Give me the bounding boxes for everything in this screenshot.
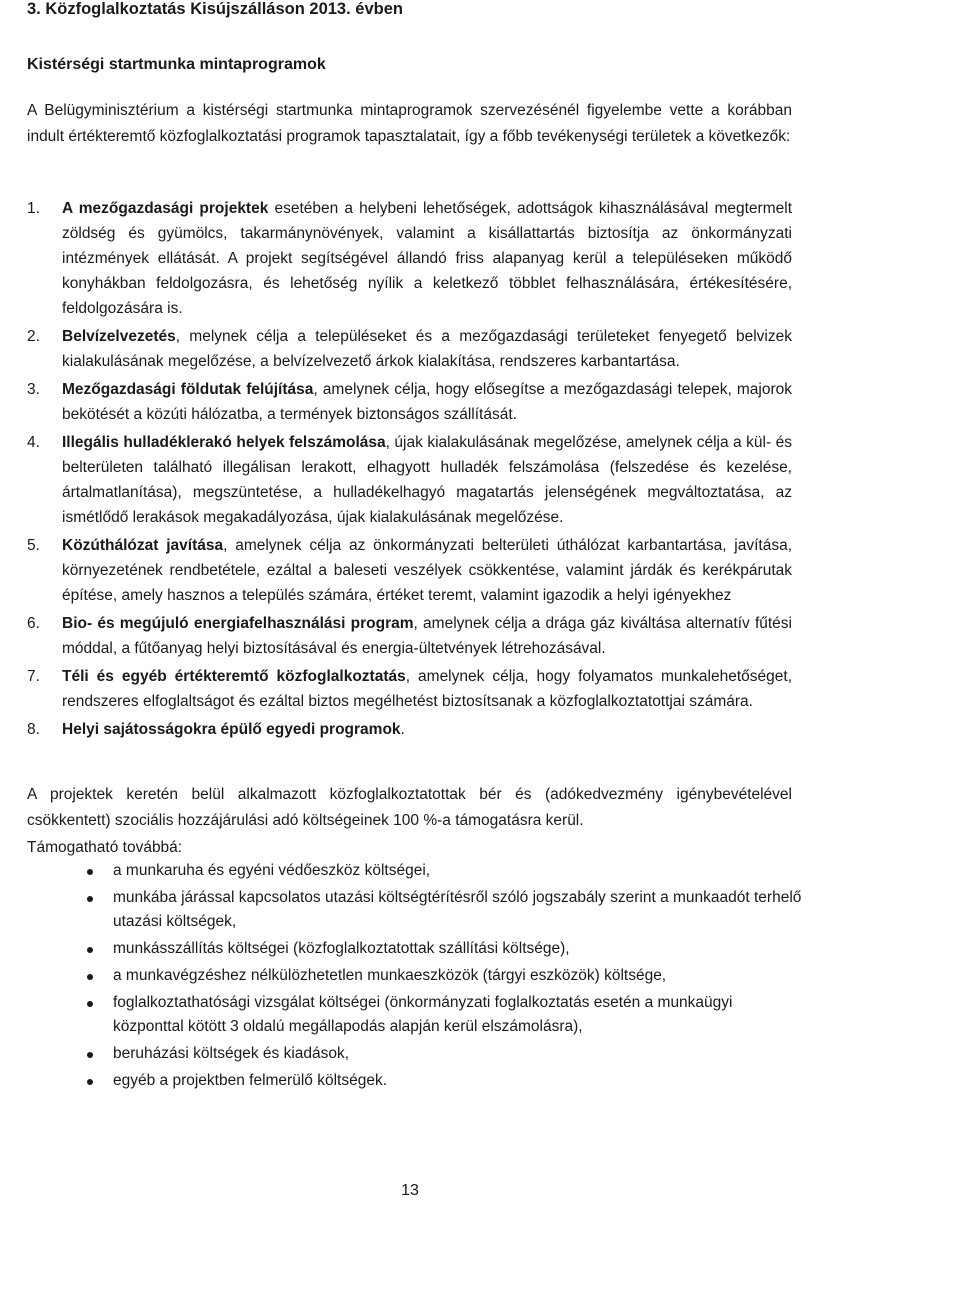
program-text: . [400, 721, 405, 738]
support-title: Támogatható továbbá: [27, 839, 183, 856]
program-item [27, 430, 792, 530]
program-item [27, 377, 792, 427]
support-list [87, 859, 802, 1096]
program-title: Mezőgazdasági földutak felújítása [62, 381, 314, 398]
support-item: foglalkoztathatósági vizsgálat költségei (önkormányzati foglalkoztatás esetén a munkaügyi központtal kötött 3 oldalú megállapodás alapján kerül elszámolásra), [87, 991, 802, 1039]
program-text: , amelynek célja, hogy elősegítse a mezőgazdasági telepek, majorok bekötését a közúti hálózatba, a termények biztonságos szállítását. [62, 381, 792, 423]
program-number: 7. [27, 668, 40, 685]
support-item: a munkaruha és egyéni védőeszköz költségei, [87, 859, 802, 883]
program-item [27, 664, 792, 714]
program-title: Belvízelvezetés [62, 328, 176, 345]
support-item: munkába járással kapcsolatos utazási költségtérítésről szóló jogszabály szerint a munkaadót terhelő utazási költségek, [87, 886, 802, 934]
program-text: , amelynek célja, hogy folyamatos munkalehetőséget, rendszeres elfoglaltságot és ezáltal biztos megélhetést biztosítsanak a közfoglalkoztatottjai számára. [62, 668, 792, 710]
program-title: A mezőgazdasági projektek [62, 200, 269, 217]
support-item: egyéb a projektben felmerülő költségek. [87, 1069, 802, 1093]
support-item: beruházási költségek és kiadások, [87, 1042, 802, 1066]
support-item: munkásszállítás költségei (közfoglalkoztatottak szállítási költsége), [87, 937, 802, 961]
program-text: , amelynek célja a drága gáz kiváltása alternatív fűtési móddal, a fűtőanyag helyi biztosításával és energia-ültetvények létrehozásával. [62, 615, 792, 657]
program-number: 3. [27, 381, 40, 398]
program-number: 2. [27, 328, 40, 345]
page-number: 13 [401, 1182, 419, 1199]
program-number: 5. [27, 537, 40, 554]
program-text: , melynek célja a településeket és a mezőgazdasági területeket fenyegető belvizek kialakulásának megelőzése, a belvízelvezető árkok kialakítása, rendszeres karbantartása. [62, 328, 792, 370]
program-text: , újak kialakulásának megelőzése, amelynek célja a kül- és belterületen található illegálisan lerakott, elhagyott hulladék felszámolása (felszedése és kezelése, ártalmatlanítása), megszüntetése, a hulladékelhagyó magatartás jelenségének megváltoztatása, az ismétlődő lerakások megakadályozása, újak kialakulásának megelőzése. [62, 434, 792, 526]
program-item [27, 196, 792, 321]
program-item [27, 324, 792, 374]
program-item [27, 533, 792, 608]
section-heading: 3. Közfoglalkoztatás Kisújszálláson 2013. évben [27, 0, 403, 18]
program-title: Közúthálózat javítása [62, 537, 224, 554]
program-text: , amelynek célja az önkormányzati belterületi úthálózat karbantartása, javítása, környezetének rendbetétele, ezáltal a baleseti veszélyek csökkentése, valamint járdák és kerékpárutak építése, amely hasznos a település számára, értéket teremt, valamint igazodik a helyi igényekhez [62, 537, 793, 604]
program-text: esetében a helybeni lehetőségek, adottságok kihasználásával megtermelt zöldség és gyümölcs, takarmánynövények, valamint a kisállattartás biztosítja az önkormányzati intézmények ellátását. A projekt segítségével állandó friss alapanyag kerül a településeken működő konyhákban feldolgozásra, és lehetőség nyílik a keletkező többlet felhasználására, értékesítésére, feldolgozására is. [62, 200, 792, 317]
support-item: a munkavégzéshez nélkülözhetetlen munkaeszközök (tárgyi eszközök) költsége, [87, 964, 802, 988]
program-title: Illegális hulladéklerakó helyek felszámolása [62, 434, 386, 451]
program-number: 8. [27, 721, 40, 738]
program-number: 1. [27, 200, 40, 217]
subsection-heading: Kistérségi startmunka mintaprogramok [27, 56, 326, 73]
intro-paragraph: A Belügyminisztérium a kistérségi startmunka mintaprogramok szervezésénél figyelembe vette a korábban indult értékteremtő közfoglalkoztatási programok tapasztalatait, így a főbb tevékenységi területek a következők: [27, 102, 792, 145]
program-title: Helyi sajátosságokra épülő egyedi programok [62, 721, 401, 738]
program-number: 4. [27, 434, 40, 451]
program-number: 6. [27, 615, 40, 632]
program-title: Bio- és megújuló energiafelhasználási program [62, 615, 414, 632]
program-item [27, 611, 792, 661]
funding-paragraph: A projektek keretén belül alkalmazott közfoglalkoztatottak bér és (adókedvezmény igénybevételével csökkentett) szociális hozzájárulási adó költségeinek 100 %-a támogatásra kerül. [27, 786, 792, 829]
program-item [27, 717, 792, 742]
program-title: Téli és egyéb értékteremtő közfoglalkoztatás [62, 668, 406, 685]
program-list [27, 196, 792, 745]
